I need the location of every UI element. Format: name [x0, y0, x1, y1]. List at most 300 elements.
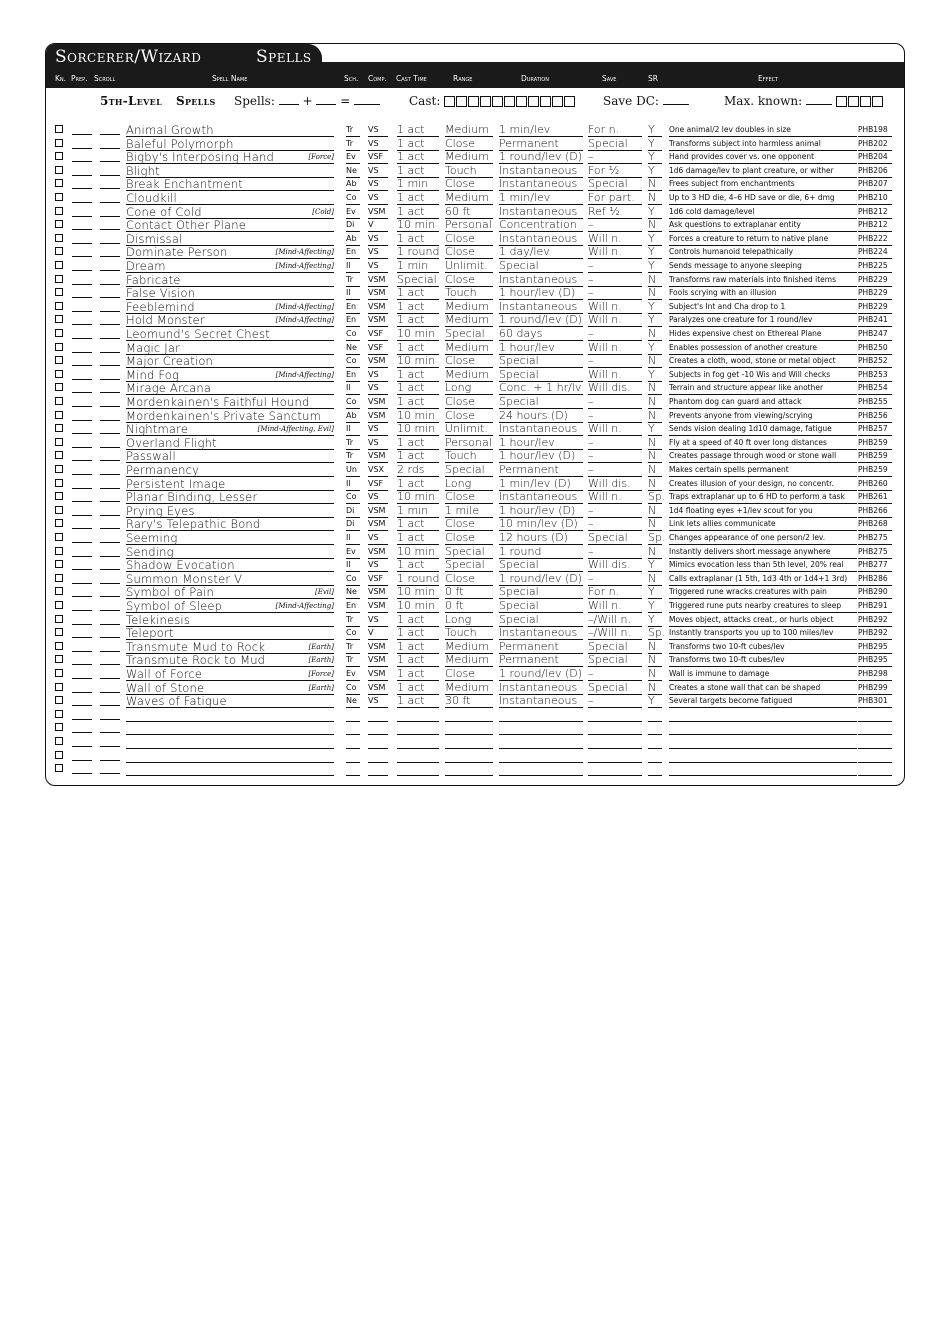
prepared-field[interactable] [100, 709, 120, 720]
spell-duration: Instantaneous [499, 682, 583, 695]
spell-name-blank[interactable] [126, 709, 334, 722]
known-field[interactable] [72, 301, 92, 312]
spell-spell-resistance: N [648, 192, 662, 205]
spell-descriptor: [Mind-Affecting] [275, 316, 334, 325]
scroll-checkbox[interactable] [55, 179, 63, 187]
prepared-field[interactable] [100, 151, 120, 162]
known-field[interactable] [72, 450, 92, 461]
spell-duration: Instantaneous [499, 178, 583, 191]
prepared-field[interactable] [100, 736, 120, 747]
known-field[interactable] [72, 614, 92, 625]
save-dc-field[interactable] [663, 94, 689, 105]
spell-reference-blank[interactable] [858, 709, 892, 722]
known-field[interactable] [72, 464, 92, 475]
spell-reference: PHB257 [858, 423, 892, 436]
prepared-field[interactable] [100, 532, 120, 543]
spell-effect-blank[interactable] [669, 709, 857, 722]
spell-range: Special [445, 328, 493, 341]
spell-cast-time-blank[interactable] [397, 709, 439, 722]
prepared-field[interactable] [100, 246, 120, 257]
scroll-checkbox[interactable] [55, 261, 63, 269]
known-field[interactable] [72, 586, 92, 597]
spell-duration-blank[interactable] [499, 763, 583, 776]
scroll-checkbox[interactable] [55, 275, 63, 283]
spell-components: VSM [368, 396, 388, 409]
spell-spell-resistance-blank[interactable] [648, 763, 662, 776]
spell-reference: PHB254 [858, 382, 892, 395]
spell-cast-time-blank[interactable] [397, 736, 439, 749]
spell-cast-time: 10 min [397, 219, 439, 232]
spell-school-blank[interactable] [346, 750, 360, 763]
level-label: 5th-Level [100, 94, 163, 108]
known-field[interactable] [72, 627, 92, 638]
scroll-checkbox[interactable] [55, 424, 63, 432]
spell-components-blank[interactable] [368, 736, 388, 749]
spell-range-blank[interactable] [445, 709, 493, 722]
scroll-checkbox[interactable] [55, 383, 63, 391]
known-field[interactable] [72, 695, 92, 706]
scroll-checkbox[interactable] [55, 370, 63, 378]
spell-components: VS [368, 532, 388, 545]
known-field[interactable] [72, 763, 92, 774]
spell-components: VSF [368, 573, 388, 586]
spell-reference: PHB259 [858, 464, 892, 477]
spell-components-blank[interactable] [368, 722, 388, 735]
scroll-checkbox[interactable] [55, 139, 63, 147]
prepared-field[interactable] [100, 518, 120, 529]
prepared-field[interactable] [100, 192, 120, 203]
prepared-field[interactable] [100, 586, 120, 597]
prepared-field[interactable] [100, 342, 120, 353]
scroll-checkbox[interactable] [55, 315, 63, 323]
spell-name: Contact Other Plane [126, 219, 334, 232]
known-field[interactable] [72, 532, 92, 543]
scroll-checkbox[interactable] [55, 615, 63, 623]
known-field[interactable] [72, 369, 92, 380]
spell-school: Tr [346, 138, 360, 151]
spell-range-blank[interactable] [445, 763, 493, 776]
spell-save: Will n. [588, 600, 642, 613]
scroll-checkbox[interactable] [55, 533, 63, 541]
spell-descriptor: [Mind-Affecting] [275, 262, 334, 270]
spell-spell-resistance-blank[interactable] [648, 736, 662, 749]
spell-effect-blank[interactable] [669, 736, 857, 749]
spell-save-blank[interactable] [588, 709, 642, 722]
spell-range: Special [445, 559, 493, 572]
prepared-field[interactable] [100, 301, 120, 312]
known-field[interactable] [72, 573, 92, 584]
spell-reference: PHB259 [858, 437, 892, 450]
scroll-checkbox[interactable] [55, 207, 63, 215]
spell-row [46, 301, 904, 315]
spell-row [46, 165, 904, 179]
prepared-field[interactable] [100, 695, 120, 706]
max-known-checkboxes[interactable] [836, 94, 884, 108]
spell-row [46, 369, 904, 383]
cast-label: Cast: [409, 94, 441, 108]
known-field[interactable] [72, 274, 92, 285]
spells-total-field[interactable] [354, 94, 380, 105]
spell-duration: Conc. + 1 hr/lv [499, 381, 582, 395]
prepared-field[interactable] [100, 464, 120, 475]
spell-cast-time: 1 act [397, 314, 439, 327]
prepared-field[interactable] [100, 668, 120, 679]
spell-components-blank[interactable] [368, 763, 388, 776]
known-field[interactable] [72, 328, 92, 339]
spell-range-blank[interactable] [445, 722, 493, 735]
scroll-checkbox[interactable] [55, 451, 63, 459]
scroll-checkbox[interactable] [55, 764, 63, 772]
known-field[interactable] [72, 668, 92, 679]
spell-effect-blank[interactable] [669, 750, 857, 763]
spell-spell-resistance-blank[interactable] [648, 750, 662, 763]
spell-school: Ab [346, 410, 360, 423]
spell-duration: Instantaneous [499, 423, 583, 436]
spell-reference-blank[interactable] [858, 750, 892, 763]
known-field[interactable] [72, 410, 92, 421]
spell-components-blank[interactable] [368, 750, 388, 763]
spell-reference: PHB207 [858, 178, 892, 191]
known-field[interactable] [72, 192, 92, 203]
known-field[interactable] [72, 654, 92, 665]
prepared-field[interactable] [100, 138, 120, 149]
scroll-checkbox[interactable] [55, 519, 63, 527]
spell-reference-blank[interactable] [858, 736, 892, 749]
known-field[interactable] [72, 709, 92, 720]
prepared-field[interactable] [100, 614, 120, 625]
scroll-checkbox[interactable] [55, 247, 63, 255]
spell-save: Special [588, 641, 642, 654]
spell-row [46, 274, 904, 288]
scroll-checkbox[interactable] [55, 696, 63, 704]
prepared-field[interactable] [100, 682, 120, 693]
spell-components-blank[interactable] [368, 709, 388, 722]
spell-duration-blank[interactable] [499, 722, 583, 735]
spell-range: Close [445, 246, 493, 259]
scroll-checkbox[interactable] [55, 723, 63, 731]
spell-components: VSM [368, 450, 388, 463]
prepared-field[interactable] [100, 505, 120, 516]
spell-save: – [588, 518, 642, 531]
sheet-subtitle: Spells [256, 47, 312, 67]
spell-row [46, 600, 904, 614]
sheet-title: Sorcerer/Wizard [55, 47, 202, 67]
spell-name: Overland Flight [126, 437, 334, 450]
scroll-checkbox[interactable] [55, 329, 63, 337]
prepared-field[interactable] [100, 491, 120, 502]
spell-duration-blank[interactable] [499, 750, 583, 763]
spell-range-blank[interactable] [445, 750, 493, 763]
prepared-field[interactable] [100, 478, 120, 489]
prepared-field[interactable] [100, 274, 120, 285]
known-field[interactable] [72, 246, 92, 257]
scroll-checkbox[interactable] [55, 220, 63, 228]
spell-save: – [588, 355, 642, 368]
spell-name: Animal Growth [126, 124, 334, 137]
spell-name-blank[interactable] [126, 722, 334, 735]
prepared-field[interactable] [100, 722, 120, 733]
prepared-field[interactable] [100, 641, 120, 652]
spell-duration-blank[interactable] [499, 736, 583, 749]
prepared-field[interactable] [100, 328, 120, 339]
prepared-field[interactable] [100, 763, 120, 774]
spell-reference-blank[interactable] [858, 722, 892, 735]
spell-spell-resistance: Y [648, 600, 662, 613]
known-field[interactable] [72, 260, 92, 271]
spell-effect: Creates illusion of your design, no concentr. [669, 478, 857, 491]
scroll-checkbox[interactable] [55, 506, 63, 514]
prepared-field[interactable] [100, 573, 120, 584]
known-field[interactable] [72, 423, 92, 434]
known-field[interactable] [72, 138, 92, 149]
scroll-checkbox[interactable] [55, 438, 63, 446]
spell-cast-time: 1 min [397, 178, 439, 191]
scroll-checkbox[interactable] [55, 560, 63, 568]
spell-spell-resistance: Y [648, 246, 662, 259]
spell-name-blank[interactable] [126, 736, 334, 749]
scroll-checkbox[interactable] [55, 737, 63, 745]
spell-save: Will n. [588, 423, 642, 436]
known-field[interactable] [72, 151, 92, 162]
spell-row [46, 178, 904, 192]
scroll-checkbox[interactable] [55, 574, 63, 582]
prepared-field[interactable] [100, 382, 120, 393]
scroll-checkbox[interactable] [55, 288, 63, 296]
prepared-field[interactable] [100, 165, 120, 176]
spell-duration: 1 min/lev [499, 124, 583, 137]
spell-effect: Moves object, attacks creat., or hurls object [669, 614, 857, 627]
spell-school: Ab [346, 178, 360, 191]
spell-spell-resistance: N [648, 641, 662, 654]
scroll-checkbox[interactable] [55, 655, 63, 663]
spell-spell-resistance: Sp. [648, 531, 666, 544]
scroll-checkbox[interactable] [55, 683, 63, 691]
prepared-field[interactable] [100, 219, 120, 230]
spell-reference: PHB268 [858, 518, 892, 531]
spell-save: For part. [588, 192, 642, 205]
prepared-field[interactable] [100, 369, 120, 380]
max-known-field[interactable] [806, 94, 832, 105]
known-field[interactable] [72, 165, 92, 176]
spell-row [46, 260, 904, 274]
scroll-checkbox[interactable] [55, 710, 63, 718]
known-field[interactable] [72, 559, 92, 570]
spell-save: Will dis. [588, 382, 642, 395]
spell-cast-time-blank[interactable] [397, 750, 439, 763]
prepared-field[interactable] [100, 423, 120, 434]
scroll-checkbox[interactable] [55, 193, 63, 201]
spell-save-blank[interactable] [588, 750, 642, 763]
spell-row [46, 750, 904, 764]
spell-cast-time: 1 act [397, 342, 439, 355]
scroll-checkbox[interactable] [55, 356, 63, 364]
spell-effect-blank[interactable] [669, 763, 857, 776]
scroll-checkbox[interactable] [55, 547, 63, 555]
spell-descriptor: [Earth] [308, 683, 334, 692]
spell-name-blank[interactable] [126, 763, 334, 776]
known-field[interactable] [72, 314, 92, 325]
spell-save-blank[interactable] [588, 722, 642, 735]
scroll-checkbox[interactable] [55, 465, 63, 473]
spell-save: Will dis. [588, 559, 642, 572]
prepared-field[interactable] [100, 233, 120, 244]
spell-spell-resistance: N [648, 654, 662, 667]
known-field[interactable] [72, 124, 92, 135]
spell-school-blank[interactable] [346, 709, 360, 722]
known-field[interactable] [72, 396, 92, 407]
spell-descriptor: [Force] [308, 670, 334, 678]
spell-spell-resistance-blank[interactable] [648, 709, 662, 722]
known-field[interactable] [72, 178, 92, 189]
prepared-field[interactable] [100, 124, 120, 135]
spell-row [46, 763, 904, 777]
spell-range-blank[interactable] [445, 736, 493, 749]
prepared-field[interactable] [100, 314, 120, 325]
prepared-field[interactable] [100, 546, 120, 557]
spell-effect: Frees subject from enchantments [669, 178, 857, 191]
known-field[interactable] [72, 736, 92, 747]
known-field[interactable] [72, 437, 92, 448]
prepared-field[interactable] [100, 627, 120, 638]
prepared-field[interactable] [100, 410, 120, 421]
spell-name: Rary's Telepathic Bond [126, 518, 334, 531]
known-field[interactable] [72, 641, 92, 652]
plus-sign: + [302, 94, 313, 108]
spell-cast-time-blank[interactable] [397, 722, 439, 735]
scroll-checkbox[interactable] [55, 411, 63, 419]
known-field[interactable] [72, 233, 92, 244]
spell-spell-resistance: N [648, 478, 662, 491]
spell-reference-blank[interactable] [858, 763, 892, 776]
known-field[interactable] [72, 722, 92, 733]
spell-duration-blank[interactable] [499, 709, 583, 722]
prepared-field[interactable] [100, 260, 120, 271]
prepared-field[interactable] [100, 396, 120, 407]
known-field[interactable] [72, 355, 92, 366]
spell-row [46, 410, 904, 424]
cast-checkboxes[interactable] [444, 94, 576, 108]
spell-school-blank[interactable] [346, 763, 360, 776]
spell-reference: PHB225 [858, 260, 892, 273]
spell-reference: PHB298 [858, 668, 892, 681]
prepared-field[interactable] [100, 450, 120, 461]
spell-name: Sending [126, 546, 334, 559]
scroll-checkbox[interactable] [55, 234, 63, 242]
spell-effect: Transforms subject into harmless animal [669, 138, 857, 151]
spell-save: Will n. [588, 491, 642, 504]
spell-descriptor: [Evil] [314, 588, 334, 597]
spell-save: – [588, 695, 642, 708]
scroll-checkbox[interactable] [55, 152, 63, 160]
spell-row [46, 722, 904, 736]
scroll-checkbox[interactable] [55, 601, 63, 609]
spell-row [46, 736, 904, 750]
scroll-checkbox[interactable] [55, 397, 63, 405]
spell-effect-blank[interactable] [669, 722, 857, 735]
known-field[interactable] [72, 342, 92, 353]
spell-spell-resistance: Y [648, 124, 662, 137]
scroll-checkbox[interactable] [55, 628, 63, 636]
spell-reference: PHB253 [858, 369, 892, 382]
scroll-checkbox[interactable] [55, 166, 63, 174]
known-field[interactable] [72, 491, 92, 502]
spell-save: Special [588, 178, 642, 191]
spell-components: VSF [368, 478, 388, 491]
scroll-checkbox[interactable] [55, 642, 63, 650]
spell-save-blank[interactable] [588, 763, 642, 776]
known-field[interactable] [72, 546, 92, 557]
known-field[interactable] [72, 219, 92, 230]
scroll-checkbox[interactable] [55, 587, 63, 595]
spell-effect: Instantly delivers short message anywhere [669, 546, 857, 559]
spell-cast-time: 1 act [397, 233, 439, 246]
scroll-checkbox[interactable] [55, 492, 63, 500]
scroll-checkbox[interactable] [55, 125, 63, 133]
spell-reference: PHB204 [858, 151, 892, 164]
spell-name-blank[interactable] [126, 750, 334, 763]
prepared-field[interactable] [100, 206, 120, 217]
known-field[interactable] [72, 682, 92, 693]
spell-spell-resistance-blank[interactable] [648, 722, 662, 735]
scroll-checkbox[interactable] [55, 343, 63, 351]
spell-save: – [588, 668, 642, 681]
scroll-checkbox[interactable] [55, 751, 63, 759]
spell-cast-time: 1 act [397, 654, 439, 667]
spell-school-blank[interactable] [346, 722, 360, 735]
known-field[interactable] [72, 478, 92, 489]
spell-school: Il [346, 287, 360, 300]
spell-range: 0 ft [445, 586, 493, 599]
prepared-field[interactable] [100, 559, 120, 570]
spell-components: VS [368, 192, 388, 205]
prepared-field[interactable] [100, 355, 120, 366]
cast-tracker [409, 94, 576, 108]
prepared-field[interactable] [100, 654, 120, 665]
scroll-checkbox[interactable] [55, 669, 63, 677]
spell-range: Personal [445, 435, 492, 449]
spell-range: Medium [445, 301, 493, 314]
spells-base-field[interactable] [279, 94, 299, 105]
prepared-field[interactable] [100, 287, 120, 298]
spell-range: 60 ft [445, 206, 493, 219]
scroll-checkbox[interactable] [55, 302, 63, 310]
spell-school-blank[interactable] [346, 736, 360, 749]
spell-name: Mordenkainen's Private Sanctum [126, 410, 334, 423]
known-field[interactable] [72, 518, 92, 529]
spell-components: VS [368, 423, 388, 436]
prepared-field[interactable] [100, 750, 120, 761]
known-field[interactable] [72, 382, 92, 393]
prepared-field[interactable] [100, 178, 120, 189]
spell-cast-time-blank[interactable] [397, 763, 439, 776]
spell-spell-resistance: N [648, 450, 662, 463]
known-field[interactable] [72, 206, 92, 217]
spell-save-blank[interactable] [588, 736, 642, 749]
scroll-checkbox[interactable] [55, 479, 63, 487]
known-field[interactable] [72, 600, 92, 611]
spell-name: Nightmare [126, 423, 334, 436]
known-field[interactable] [72, 750, 92, 761]
spell-range: Close [445, 532, 493, 545]
known-field[interactable] [72, 287, 92, 298]
spell-row [46, 233, 904, 247]
spell-reference: PHB299 [858, 682, 892, 695]
spells-bonus-field[interactable] [316, 94, 336, 105]
prepared-field[interactable] [100, 437, 120, 448]
spell-descriptor: [Earth] [308, 656, 334, 665]
known-field[interactable] [72, 505, 92, 516]
prepared-field[interactable] [100, 600, 120, 611]
